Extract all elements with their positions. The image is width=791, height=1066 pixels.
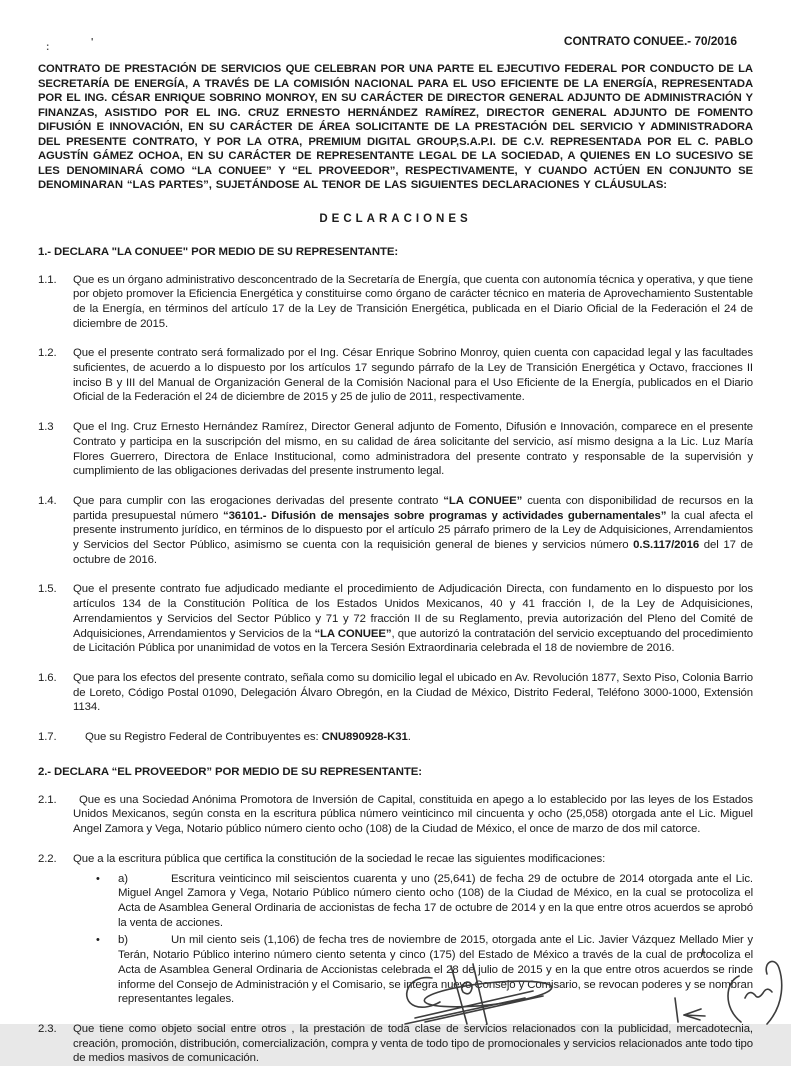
sections <box>38 246 753 1066</box>
signature-scribble-center <box>385 948 595 1024</box>
clause-segment: cuenta con disponibilidad de recursos en la partida presupuestal número <box>73 495 753 522</box>
clause-segment: Que para los efectos del presente contrato, señala como su domicilio legal el ubicado en Av. Revolución 1877, Sexto Piso, Colonia Barrio de Loreto, Código Postal 01090, Delegación Álvaro Obregón, en la Ciudad de México, Distrito Federal, Teléfono 3000-1000, Extensión 1134. <box>73 672 753 713</box>
clause-text <box>73 273 753 332</box>
clause-segment: Que es una Sociedad Anónima Promotora de Inversión de Capital, constituida en apego a lo establecido por las leyes de los Estados Unidos Mexicanos, según consta en la escritura pública número veinticinco mil cincuenta y ocho (25,058) otorgada ante el Lic. Miguel Angel Zamora y Vega, Notario público número ciento ocho (108) de la Ciudad de México, el once de marzo de dos mil catorce. <box>73 794 753 835</box>
clause-number: 1.2. <box>38 346 73 405</box>
clause-segment: . <box>408 731 411 743</box>
clause-segment: 0.S.117/2016 <box>633 539 699 551</box>
clause-segment: Que para cumplir con las erogaciones derivadas del presente contrato <box>73 495 443 507</box>
clause-subitem-a <box>96 872 753 931</box>
clause-text <box>73 671 753 715</box>
clause-text <box>73 346 753 405</box>
clause-number: 1.6. <box>38 671 73 715</box>
declarations-title: DECLARACIONES <box>38 213 753 225</box>
clause-1.5 <box>38 582 753 656</box>
clause-1.2 <box>38 346 753 405</box>
clause-text <box>73 420 753 479</box>
contract-intro-paragraph: CONTRATO DE PRESTACIÓN DE SERVICIOS QUE CELEBRAN POR UNA PARTE EL EJECUTIVO FEDERAL POR CONDUCTO DE LA SECRETARÍA DE ENERGÍA, A TRAVÉS DE LA COMISIÓN NACIONAL PARA EL USO EFICIENTE DE LA ENERGÍA, REPRESENTADA POR EL ING. CÉSAR ENRIQUE SOBRINO MONROY, EN SU CARÁCTER DE DIRECTOR GENERAL ADJUNTO DE ADMINISTRACIÓN Y FINANZAS, ASISTIDO POR EL ING. CRUZ ERNESTO HERNÁNDEZ RAMÍREZ, DIRECTOR GENERAL ADJUNTO DE FOMENTO DIFUSIÓN E INNOVACIÓN, EN SU CARÁCTER DE ÁREA SOLICITANTE DE LA PRESTACIÓN DEL SERVICIO Y ADMINISTRADORA DEL PRESENTE CONTRATO, Y POR LA OTRA, PREMIUM DIGITAL GROUP,S.A.P.I. DE C.V. REPRESENTADA POR EL C. PABLO AGUSTÍN GÁMEZ OCHOA, EN SU CARÁCTER DE REPRESENTANTE LEGAL DE LA SOCIEDAD, A QUIENES EN LO SUCESIVO SE LES DENOMINARÁ COMO “LA CONUEE” Y “EL PROVEEDOR”, RESPECTIVAMENTE, Y CUANDO ACTÚEN EN CONJUNTO SE DENOMINARAN “LAS PARTES”, SUJETÁNDOSE AL TENOR DE LAS SIGUIENTES DECLARACIONES Y CLÁUSULAS: <box>38 62 753 193</box>
clause-segment: “36101.- Difusión de mensajes sobre programas y actividades gubernamentales” <box>223 510 666 522</box>
clause-number: 1.1. <box>38 273 73 332</box>
clause-text <box>73 793 753 837</box>
subitem-body-text: Escritura veinticinco mil seiscientos cuarenta y uno (25,641) de fecha 29 de octubre de 2014 otorgada ante el Lic. Miguel Angel Zamora y Vega, Notario Público número ciento ocho (108) de la Ciudad de México, en la cual se protocoliza el Acta de Asamblea General Ordinaria de accionistas de fecha 17 de octubre de 2014 y en la que entre otros acuerdos se aprobó la venta de acciones. <box>118 873 753 929</box>
clause-segment: “LA CONUEE” <box>443 495 522 507</box>
scan-artifact-tick: ' <box>91 37 93 48</box>
clause-segment: CNU890928-K31 <box>322 731 408 743</box>
clause-number: 1.4. <box>38 494 73 568</box>
clause-1.3 <box>38 420 753 479</box>
clause-segment: Que a la escritura pública que certifica la constitución de la sociedad le recae las siguientes modificaciones: <box>73 853 605 865</box>
clause-number: 2.1. <box>38 793 73 837</box>
clause-number: 1.7. <box>38 730 73 745</box>
clause-1.4 <box>38 494 753 568</box>
clause-segment: Que tiene como objeto social entre otros , la prestación de toda clase de servicios relacionados con la publicidad, mercadotecnia, creación, promoción, distribución, comercialización, compra y venta de todo tipo de promocionales y servicios relacionados ante todo tipo de medios masivos de comunicación. <box>73 1023 753 1064</box>
clause-1.6 <box>38 671 753 715</box>
bullet-icon: • <box>96 933 118 1007</box>
subitem-text <box>118 872 753 931</box>
clause-segment: Que su Registro Federal de Contribuyentes es: <box>85 731 322 743</box>
subitem-body-text: Un mil ciento seis (1,106) de fecha tres de noviembre de 2015, otorgada ante el Lic. Javier Vázquez Mellado Mier y Terán, Notario Público interino número ciento setenta y cinco (175) del Estado de México a través de la cual de protocoliza el Acta de Asamblea General Ordinaria de Accionistas celebrada el 28 de julio de 2015 y en la que entre otros acuerdos se rinde informe del Consejo de Administración y el Comisario, se integra nuevo Consejo y Comisario, se revocan poderes y se nombran representantes legales. <box>118 934 753 1005</box>
clause-text <box>73 494 753 568</box>
clause-number: 1.5. <box>38 582 73 656</box>
clause-number: 1.3 <box>38 420 73 479</box>
clause-segment: Que el presente contrato será formalizado por el Ing. César Enrique Sobrino Monroy, quien cuenta con capacidad legal y las facultades suficientes, de acuerdo a lo dispuesto por los artículos 17 segundo párrafo de la Ley de Transición Energética y Octavo, fracciones II inciso B y III del Manual de Organización General de la Comisión Nacional para el Uso Eficiente de la Energía, publicados en el Diario Oficial de la Federación el 24 de diciembre de 2015 y 25 de julio de 2011, respectivamente. <box>73 347 753 403</box>
clause-text <box>73 582 753 656</box>
scan-artifact-colon: : <box>46 42 49 53</box>
clause-2.1 <box>38 793 753 837</box>
section-heading-1: 1.- DECLARA "LA CONUEE" POR MEDIO DE SU REPRESENTANTE: <box>38 246 753 258</box>
subitem-label: a) <box>118 873 128 885</box>
clause-1.7 <box>38 730 753 745</box>
signature-scribble-right <box>655 946 791 1024</box>
clause-text <box>73 730 753 745</box>
clause-number: 2.2. <box>38 852 73 1007</box>
clause-2.3 <box>38 1022 753 1066</box>
subitem-label: b) <box>118 934 128 946</box>
clause-segment: Que el Ing. Cruz Ernesto Hernández Ramírez, Director General adjunto de Fomento, Difusión e Innovación, comparece en el presente Contrato y participa en la suscripción del mismo, en su calidad de área solicitante del servicio, así mismo designa a la Lic. Luz María Flores Guerrero, Directora de Enlace Institucional, como administradora del presente contrato y responsable de la supervisión y cumplimiento de las obligaciones derivadas del presente instrumento legal. <box>73 421 753 477</box>
clause-segment: la cual afecta el presente instrumento jurídico, en términos de lo dispuesto por el artículo 25 párrafo primero de la Ley de Adquisiciones, Arrendamientos y Servicios del Sector Público, asimismo se cuenta con la requisición general de bienes y servicios número <box>73 510 753 551</box>
clause-number: 2.3. <box>38 1022 73 1066</box>
clause-1.1 <box>38 273 753 332</box>
section-heading-2: 2.- DECLARA “EL PROVEEDOR” POR MEDIO DE SU REPRESENTANTE: <box>38 766 753 778</box>
clause-segment: Que es un órgano administrativo desconcentrado de la Secretaría de Energía, que cuenta con autonomía técnica y operativa, y que tiene por objeto promover la Eficiencia Energética y constituirse como órgano de carácter técnico en materia de Aprovechamiento Sustentable de la Energía, en términos del artículo 17 de la Ley de Transición Energética, publicada en el Diario Oficial de la Federación el 24 de diciembre de 2015. <box>73 274 753 330</box>
clause-text <box>73 1022 753 1066</box>
clause-segment: Que el presente contrato fue adjudicado mediante el procedimiento de Adjudicación Directa, con fundamento en lo dispuesto por los artículos 134 de la Constitución Política de los Estados Unidos Mexicanos, 40 y 41 fracción I, de la Ley de Adquisiciones, Arrendamientos y Servicios del Sector Público y 71 y 72 fracción II de su Reglamento, previa autorización del Pleno del Comité de Adquisiciones, Arrendamientos y Servicios de la <box>73 583 753 639</box>
contract-reference: CONTRATO CONUEE.- 70/2016 <box>38 34 753 48</box>
clause-segment: , que autorizó la contratación del servicio exceptuando del procedimiento de Licitación Pública por unanimidad de votos en la Tercera Sesión Extraordinaria celebrada el 18 de noviembre de 2016. <box>73 628 753 655</box>
clause-segment: “LA CONUEE” <box>314 628 391 640</box>
clause-segment: del 17 de octubre de 2016. <box>73 539 753 566</box>
bullet-icon: • <box>96 872 118 931</box>
